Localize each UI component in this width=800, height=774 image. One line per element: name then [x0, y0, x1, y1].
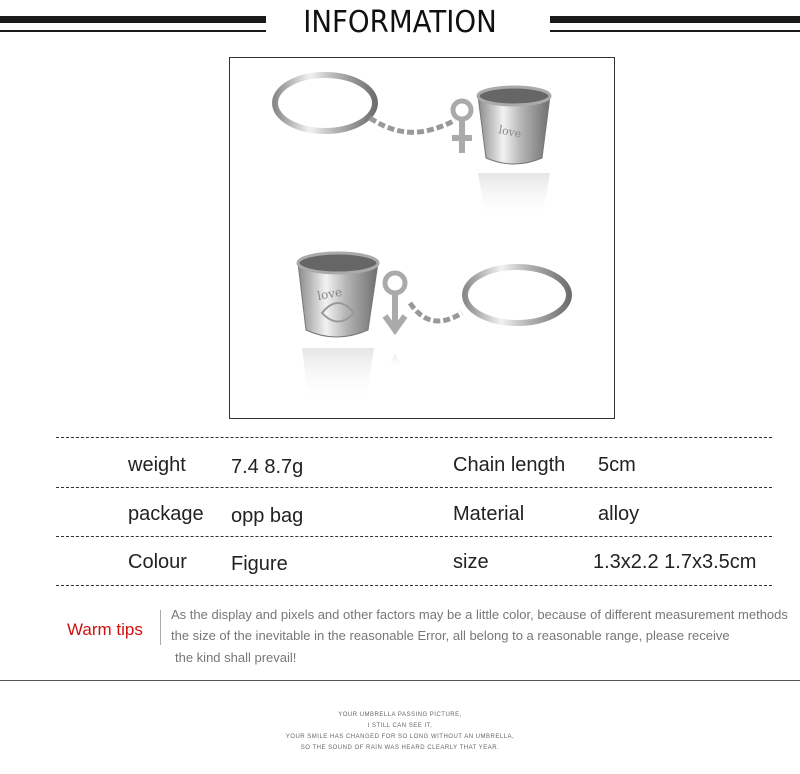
- spec-label-package: package: [128, 503, 204, 525]
- spec-value-size: 1.3x2.2 1.7x3.5cm: [593, 551, 757, 573]
- product-photo: [229, 57, 615, 419]
- spec-value-weight: 7.4 8.7g: [231, 456, 304, 478]
- tips-divider: [160, 610, 161, 645]
- svg-text:love: love: [316, 284, 344, 303]
- spec-value-package: opp bag: [231, 505, 304, 527]
- spec-label-material: Material: [453, 503, 525, 525]
- spec-label-size: size: [453, 551, 489, 573]
- tip-line: the size of the inevitable in the reasonable Error, all belong to a reasonable range, please receive: [171, 628, 730, 643]
- row-divider: [56, 536, 772, 537]
- spec-label-chain-length: Chain length: [453, 454, 566, 476]
- footer-line: SO THE SOUND OF RAIN WAS HEARD CLEARLY THAT YEAR.: [300, 745, 500, 751]
- row-divider: [56, 487, 772, 488]
- footer-divider: [0, 680, 800, 681]
- spec-value-chain-length: 5cm: [598, 454, 636, 476]
- chain-bottom: [410, 303, 462, 321]
- tip-line: the kind shall prevail!: [175, 650, 297, 665]
- spec-value-material: alloy: [598, 503, 640, 525]
- male-symbol-charm: [385, 273, 405, 330]
- footer-line: YOUR SMILE HAS CHANGED FOR SO LONG WITHOUT AN UMBRELLA,: [285, 734, 515, 740]
- row-divider: [56, 437, 772, 438]
- row-divider: [56, 585, 772, 586]
- spec-label-colour: Colour: [128, 551, 187, 573]
- svg-text:love: love: [497, 123, 523, 141]
- keyring-bottom: [465, 267, 569, 323]
- footer-line: YOUR UMBRELLA PASSING PICTURE,: [338, 712, 462, 718]
- tip-line: As the display and pixels and other factors may be a little color, because of different measurement methods: [171, 607, 788, 622]
- spec-label-weight: weight: [128, 454, 186, 476]
- keyring-top: [275, 75, 375, 131]
- spec-value-colour: Figure: [231, 553, 288, 575]
- female-symbol-charm: [452, 101, 472, 153]
- footer-line: I STILL CAN SEE IT,: [367, 723, 433, 729]
- chain-top: [370, 118, 455, 132]
- warm-tips-label: Warm tips: [67, 620, 143, 639]
- page-title: INFORMATION: [303, 5, 497, 40]
